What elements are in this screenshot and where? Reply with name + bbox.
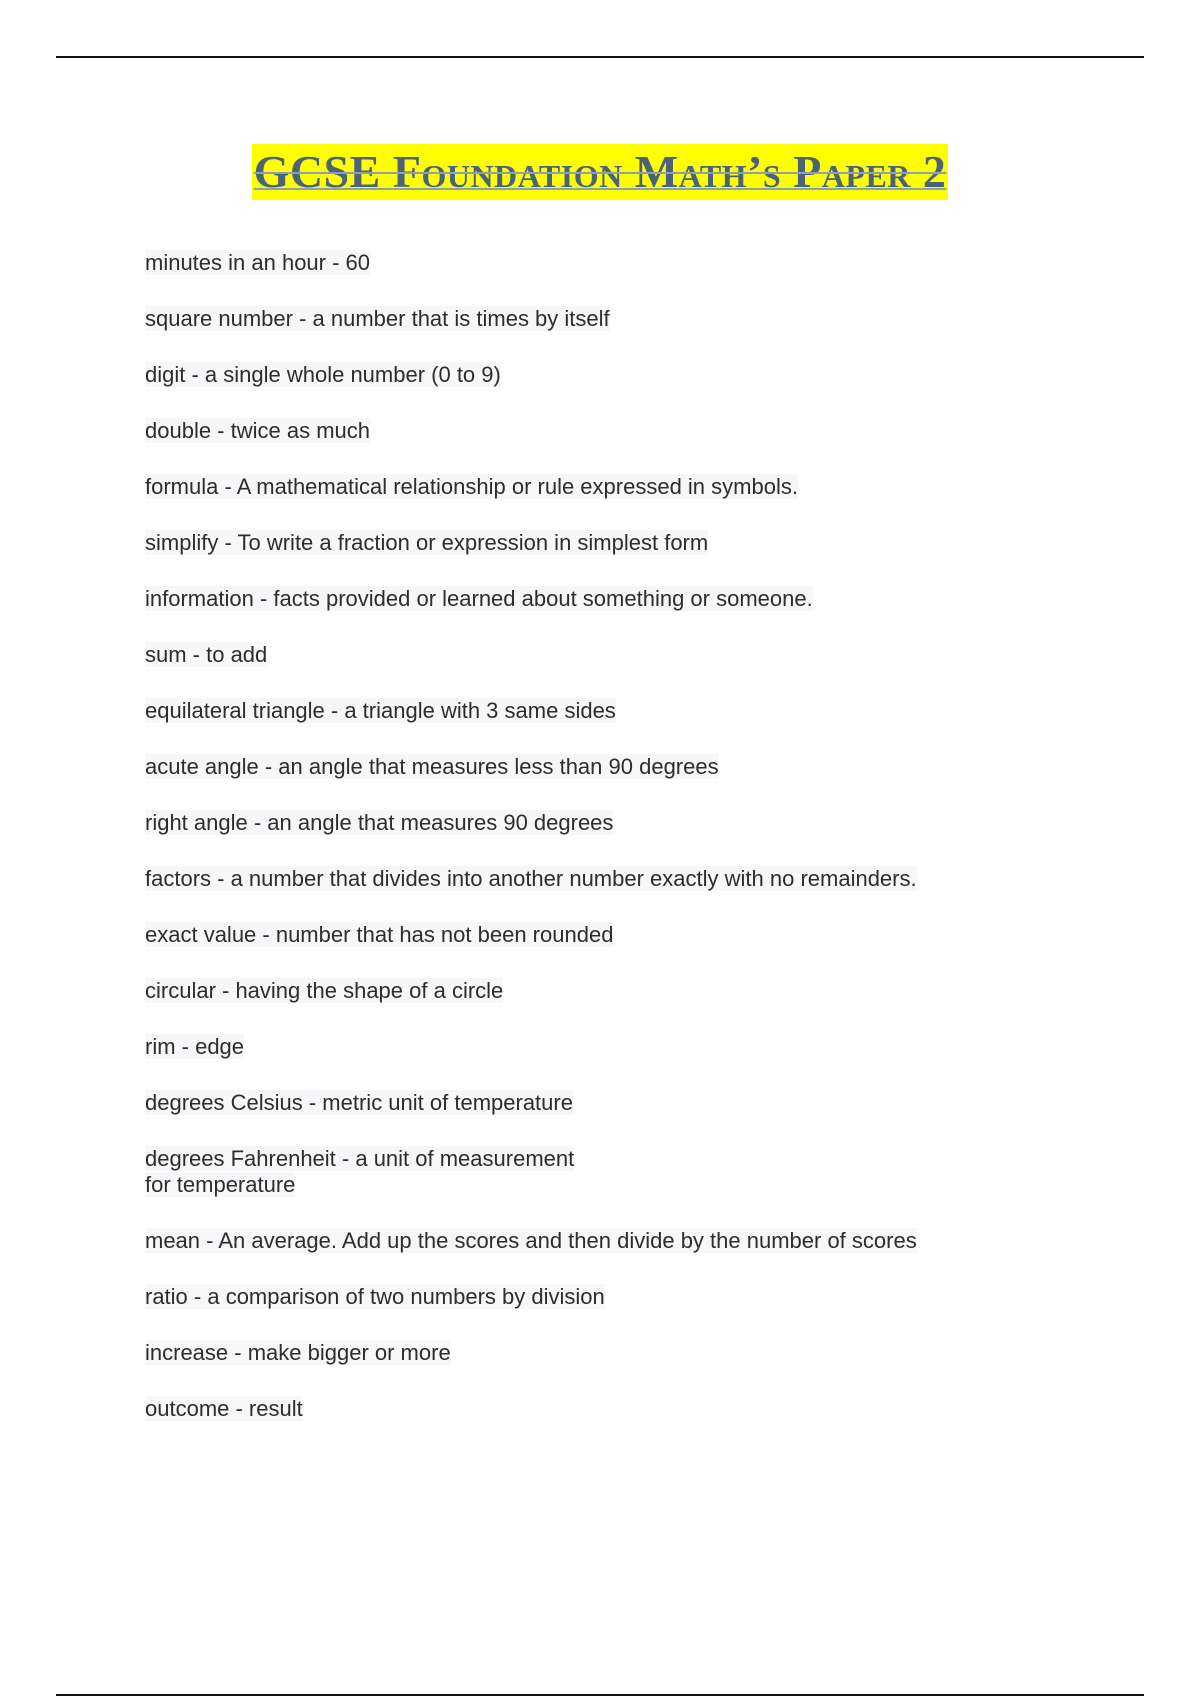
page-title: GCSE Foundation Math’s Paper 2: [252, 144, 949, 200]
term-text: right angle - an angle that measures 90 degrees: [145, 810, 614, 835]
term-text: sum - to add: [145, 642, 268, 667]
list-item: [145, 418, 1045, 444]
term-text: factors - a number that divides into another number exactly with no remainders.: [145, 866, 917, 891]
term-text: ratio - a comparison of two numbers by division: [145, 1284, 605, 1309]
term-text: mean - An average. Add up the scores and then divide by the number of scores: [145, 1228, 917, 1253]
list-item: [145, 1284, 1045, 1310]
term-text: information - facts provided or learned about something or someone.: [145, 586, 813, 611]
header-rule: [56, 56, 1144, 58]
title-container: [0, 144, 1200, 200]
list-item: [145, 586, 1045, 612]
term-text: square number - a number that is times by itself: [145, 306, 610, 331]
list-item: [145, 1146, 1045, 1198]
list-item: [145, 1034, 1045, 1060]
footer-rule: [56, 1694, 1144, 1696]
list-item: [145, 642, 1045, 668]
term-list: [145, 250, 1045, 1452]
list-item: [145, 698, 1045, 724]
term-text: formula - A mathematical relationship or rule expressed in symbols.: [145, 474, 798, 499]
term-text: increase - make bigger or more: [145, 1340, 451, 1365]
list-item: [145, 810, 1045, 836]
term-text: equilateral triangle - a triangle with 3 same sides: [145, 698, 616, 723]
list-item: [145, 1396, 1045, 1422]
list-item: [145, 306, 1045, 332]
term-text: degrees Celsius - metric unit of temperature: [145, 1090, 573, 1115]
list-item: [145, 474, 1045, 500]
list-item: [145, 250, 1045, 276]
list-item: [145, 1090, 1045, 1116]
term-text: rim - edge: [145, 1034, 245, 1059]
list-item: [145, 866, 1045, 892]
term-text: simplify - To write a fraction or expression in simplest form: [145, 530, 709, 555]
list-item: [145, 754, 1045, 780]
term-text: degrees Fahrenheit - a unit of measurement for temperature: [145, 1146, 575, 1197]
term-text: digit - a single whole number (0 to 9): [145, 362, 501, 387]
list-item: [145, 978, 1045, 1004]
list-item: [145, 362, 1045, 388]
term-text: acute angle - an angle that measures less than 90 degrees: [145, 754, 719, 779]
list-item: [145, 922, 1045, 948]
list-item: [145, 1340, 1045, 1366]
list-item: [145, 530, 1045, 556]
list-item: [145, 1228, 1045, 1254]
term-text: outcome - result: [145, 1396, 303, 1421]
term-text: double - twice as much: [145, 418, 370, 443]
term-text: circular - having the shape of a circle: [145, 978, 504, 1003]
term-text: minutes in an hour - 60: [145, 250, 371, 275]
term-text: exact value - number that has not been rounded: [145, 922, 614, 947]
